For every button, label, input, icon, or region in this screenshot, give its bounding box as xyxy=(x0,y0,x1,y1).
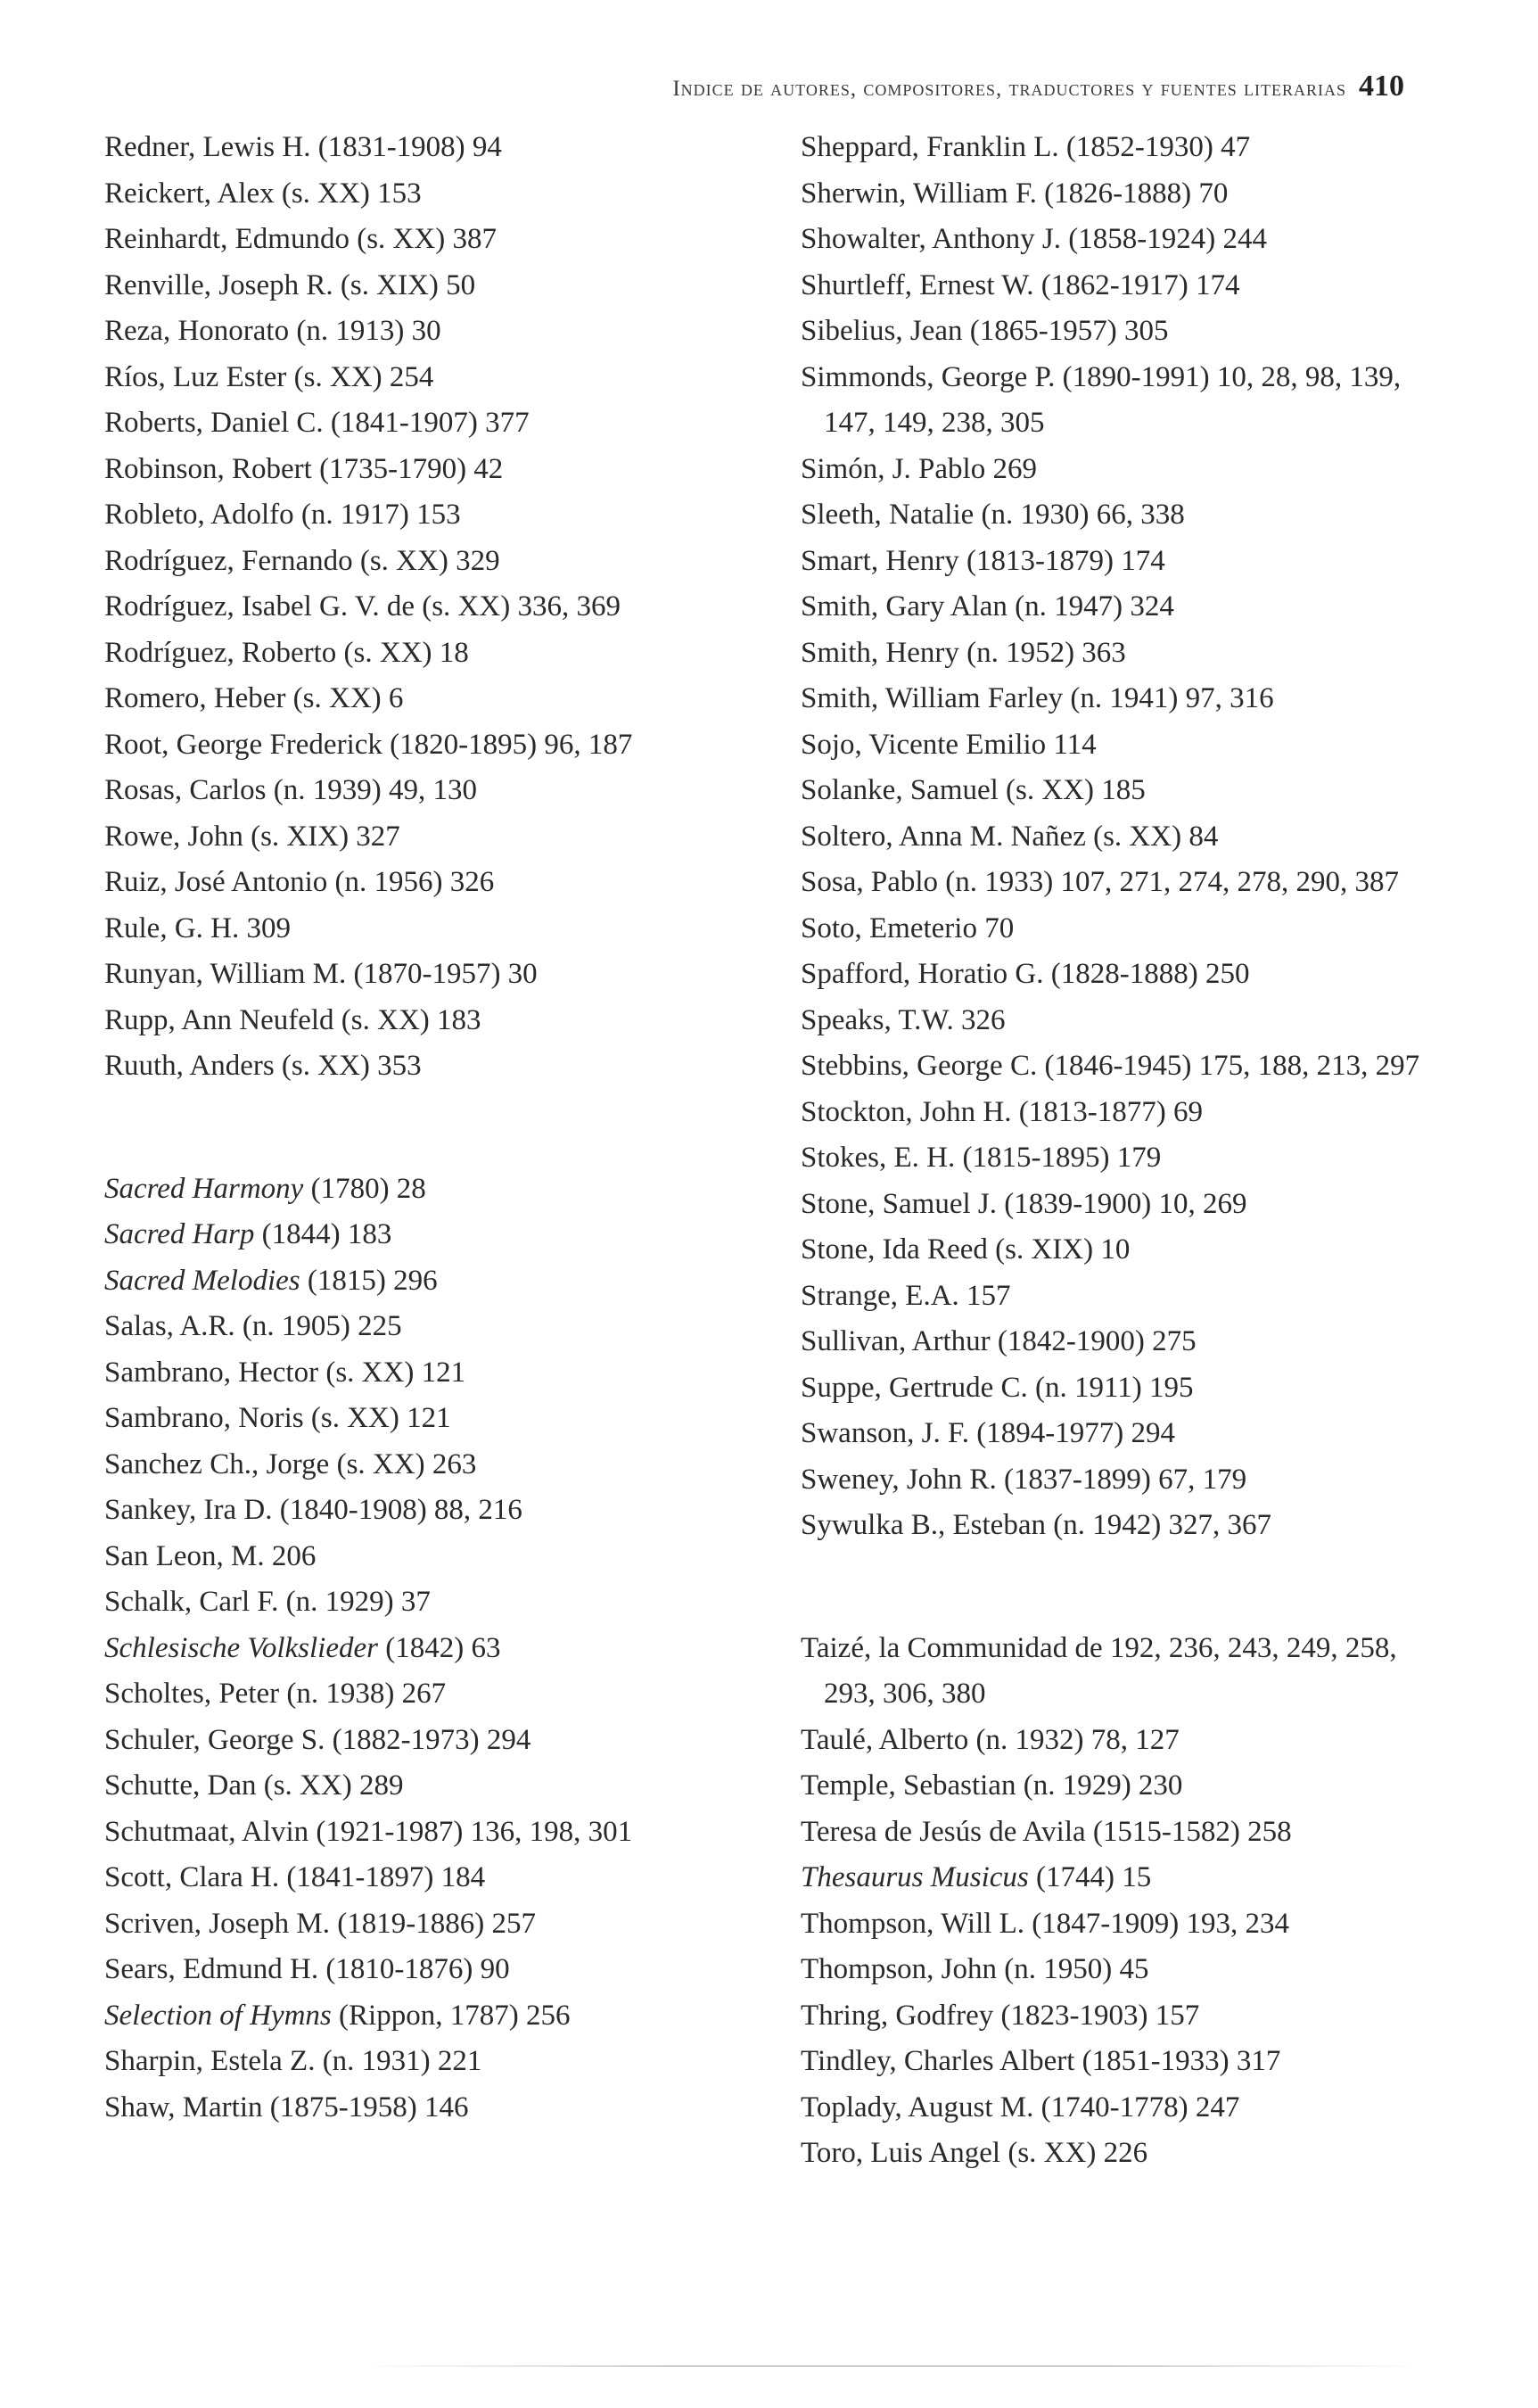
index-entry xyxy=(801,1274,1443,1320)
index-entry xyxy=(104,768,782,814)
index-entry xyxy=(801,998,1443,1044)
index-entry xyxy=(801,1043,1443,1090)
page-number: 410 xyxy=(1359,70,1404,103)
index-entry-text: Showalter, Anthony J. (1858-1924) 244 xyxy=(801,223,1267,255)
index-entry-text: Sambrano, Noris (s. XX) 121 xyxy=(104,1402,451,1434)
index-entry-text: Sleeth, Natalie (n. 1930) 66, 338 xyxy=(801,499,1185,531)
index-entry-text: (Rippon, 1787) 256 xyxy=(331,1999,571,2032)
index-entry-text: Rodríguez, Fernando (s. XX) 329 xyxy=(104,544,500,577)
index-entry xyxy=(104,1993,782,2040)
index-entry-text: Simón, J. Pablo 269 xyxy=(801,452,1037,485)
index-entry-text: Smith, William Farley (n. 1941) 97, 316 xyxy=(801,682,1274,714)
index-entry-text: Toplady, August M. (1740-1778) 247 xyxy=(801,2091,1240,2123)
index-entry-text: Scholtes, Peter (n. 1938) 267 xyxy=(104,1678,447,1710)
index-entry-text: Sambrano, Hector (s. XX) 121 xyxy=(104,1356,466,1389)
index-entry xyxy=(801,906,1443,952)
index-entry-text: Smith, Gary Alan (n. 1947) 324 xyxy=(801,590,1174,623)
index-entry xyxy=(801,2039,1443,2085)
index-entry xyxy=(801,1763,1443,1810)
index-entry-text: Sears, Edmund H. (1810-1876) 90 xyxy=(104,1953,510,1985)
index-entry xyxy=(801,125,1443,171)
index-entry-text: Suppe, Gertrude C. (n. 1911) 195 xyxy=(801,1371,1194,1404)
index-entry xyxy=(801,1993,1443,2040)
index-entry-title: Schlesische Volkslieder xyxy=(104,1631,378,1664)
index-entry xyxy=(801,1855,1443,1901)
index-entry-title: Thesaurus Musicus xyxy=(801,1861,1029,1893)
index-entry-text: Speaks, T.W. 326 xyxy=(801,1003,1006,1036)
index-entry-text: Sosa, Pablo (n. 1933) 107, 271, 274, 278, 290, 387 xyxy=(801,866,1399,898)
index-entry-text: Sywulka B., Esteban (n. 1942) 327, 367 xyxy=(801,1509,1271,1541)
index-entry-text: Redner, Lewis H. (1831-1908) 94 xyxy=(104,131,502,163)
running-head xyxy=(481,70,1404,103)
index-entry-text: Schalk, Carl F. (n. 1929) 37 xyxy=(104,1586,431,1618)
index-entry-text: Sharpin, Estela Z. (n. 1931) 221 xyxy=(104,2045,482,2077)
index-entry-text: Sojo, Vicente Emilio 114 xyxy=(801,728,1097,761)
index-entry xyxy=(801,1810,1443,1856)
index-entry-text: Sherwin, William F. (1826-1888) 70 xyxy=(801,177,1229,210)
index-entry xyxy=(104,952,782,998)
index-entry-text: Shaw, Martin (1875-1958) 146 xyxy=(104,2091,469,2123)
index-entry xyxy=(104,1212,782,1258)
index-entry xyxy=(801,2085,1443,2132)
index-entry-text: Reinhardt, Edmundo (s. XX) 387 xyxy=(104,223,497,255)
index-entry xyxy=(104,1258,782,1305)
index-entry xyxy=(801,1947,1443,1993)
index-entry-text: (1842) 63 xyxy=(378,1631,501,1664)
index-entry-text: Schuler, George S. (1882-1973) 294 xyxy=(104,1723,531,1756)
index-entry xyxy=(104,263,782,309)
index-entry xyxy=(801,355,1443,447)
index-entry xyxy=(801,1718,1443,1764)
index-entry xyxy=(104,584,782,631)
index-entry xyxy=(104,217,782,263)
index-column-right xyxy=(801,125,1443,2177)
index-entry-text: Swanson, J. F. (1894-1977) 294 xyxy=(801,1417,1175,1449)
index-entry-text: Reickert, Alex (s. XX) 153 xyxy=(104,177,422,210)
section-gap xyxy=(104,1090,782,1167)
index-entry-text: Rule, G. H. 309 xyxy=(104,911,291,944)
index-entry xyxy=(801,539,1443,585)
index-entry xyxy=(104,906,782,952)
index-entry-text: Taizé, la Communidad de 192, 236, 243, 249, 258, 293, 306, 380 xyxy=(801,1631,1397,1710)
index-entry-text: Ruuth, Anders (s. XX) 353 xyxy=(104,1050,422,1082)
index-entry-text: Tindley, Charles Albert (1851-1933) 317 xyxy=(801,2045,1281,2077)
index-entry xyxy=(801,584,1443,631)
index-entry-text: Stockton, John H. (1813-1877) 69 xyxy=(801,1095,1203,1128)
index-entry-title: Selection of Hymns xyxy=(104,1999,332,2032)
footer-rule xyxy=(357,2365,1427,2367)
index-entry-text: Stone, Ida Reed (s. XIX) 10 xyxy=(801,1233,1131,1266)
index-entry-text: (1744) 15 xyxy=(1028,1861,1152,1893)
index-entry-text: Sheppard, Franklin L. (1852-1930) 47 xyxy=(801,131,1251,163)
index-entry xyxy=(801,263,1443,309)
index-entry-text: Soltero, Anna M. Nañez (s. XX) 84 xyxy=(801,820,1219,853)
index-entry xyxy=(104,722,782,769)
index-entry xyxy=(104,355,782,401)
index-entry xyxy=(801,2131,1443,2177)
index-entry xyxy=(801,171,1443,218)
index-entry xyxy=(801,1457,1443,1504)
index-entry-text: Thompson, Will L. (1847-1909) 193, 234 xyxy=(801,1907,1290,1940)
index-entry xyxy=(801,722,1443,769)
index-entry-text: Stokes, E. H. (1815-1895) 179 xyxy=(801,1142,1162,1174)
index-entry xyxy=(801,447,1443,493)
index-entry xyxy=(801,631,1443,677)
index-entry-text: Rupp, Ann Neufeld (s. XX) 183 xyxy=(104,1003,481,1036)
index-entry-text: Reza, Honorato (n. 1913) 30 xyxy=(104,315,441,347)
index-entry-text: Root, George Frederick (1820-1895) 96, 187 xyxy=(104,728,633,761)
index-entry-text: Rowe, John (s. XIX) 327 xyxy=(104,820,400,853)
index-entry xyxy=(104,1947,782,1993)
index-entry xyxy=(104,447,782,493)
index-entry xyxy=(801,1503,1443,1549)
index-entry xyxy=(104,1167,782,1213)
index-entry xyxy=(104,309,782,355)
index-entry-text: Stebbins, George C. (1846-1945) 175, 188, 213, 297 xyxy=(801,1050,1420,1082)
index-entry xyxy=(801,309,1443,355)
index-entry-text: Ruiz, José Antonio (n. 1956) 326 xyxy=(104,866,495,898)
index-entry xyxy=(104,1626,782,1672)
index-entry-text: Stone, Samuel J. (1839-1900) 10, 269 xyxy=(801,1187,1247,1220)
index-entry xyxy=(801,952,1443,998)
index-entry xyxy=(104,1043,782,1090)
index-entry-title: Sacred Melodies xyxy=(104,1264,300,1297)
index-entry-text: Schutte, Dan (s. XX) 289 xyxy=(104,1769,404,1802)
index-entry xyxy=(104,1718,782,1764)
index-entry xyxy=(801,1227,1443,1274)
index-entry xyxy=(104,400,782,447)
index-entry-text: Sullivan, Arthur (1842-1900) 275 xyxy=(801,1325,1197,1357)
index-entry-text: Sibelius, Jean (1865-1957) 305 xyxy=(801,315,1169,347)
section-gap xyxy=(801,1549,1443,1626)
index-entry xyxy=(104,1855,782,1901)
index-entry xyxy=(801,768,1443,814)
index-entry-text: (1780) 28 xyxy=(303,1172,426,1205)
index-entry-text: Robleto, Adolfo (n. 1917) 153 xyxy=(104,499,461,531)
index-entry xyxy=(104,860,782,906)
index-entry xyxy=(104,171,782,218)
index-entry xyxy=(104,2039,782,2085)
index-entry-text: Runyan, William M. (1870-1957) 30 xyxy=(104,958,538,990)
index-entry-text: Spafford, Horatio G. (1828-1888) 250 xyxy=(801,958,1250,990)
index-entry xyxy=(801,217,1443,263)
index-entry xyxy=(801,492,1443,539)
index-entry-text: Teresa de Jesús de Avila (1515-1582) 258 xyxy=(801,1815,1292,1848)
index-entry-text: Smith, Henry (n. 1952) 363 xyxy=(801,636,1126,669)
index-entry xyxy=(104,1810,782,1856)
index-entry xyxy=(104,1579,782,1626)
index-entry-text: Scriven, Joseph M. (1819-1886) 257 xyxy=(104,1907,536,1940)
index-entry xyxy=(104,1671,782,1718)
index-entry xyxy=(104,1488,782,1534)
index-entry xyxy=(104,1304,782,1350)
index-entry-text: Thring, Godfrey (1823-1903) 157 xyxy=(801,1999,1200,2032)
index-entry-text: Rodríguez, Isabel G. V. de (s. XX) 336, 369 xyxy=(104,590,621,623)
index-entry xyxy=(104,539,782,585)
index-entry-text: Toro, Luis Angel (s. XX) 226 xyxy=(801,2137,1148,2169)
index-entry-text: Roberts, Daniel C. (1841-1907) 377 xyxy=(104,407,530,439)
index-entry-text: Salas, A.R. (n. 1905) 225 xyxy=(104,1310,402,1342)
index-entry xyxy=(104,631,782,677)
index-entry-text: Rodríguez, Roberto (s. XX) 18 xyxy=(104,636,469,669)
index-column-left xyxy=(104,125,782,2131)
index-entry-text: (1844) 183 xyxy=(254,1218,392,1250)
index-entry xyxy=(104,125,782,171)
index-entry xyxy=(104,1534,782,1580)
index-entry xyxy=(104,814,782,861)
index-entry xyxy=(104,998,782,1044)
index-entry-title: Sacred Harmony xyxy=(104,1172,304,1205)
index-entry xyxy=(104,492,782,539)
index-entry xyxy=(801,1135,1443,1182)
index-entry-text: Solanke, Samuel (s. XX) 185 xyxy=(801,774,1146,806)
index-entry-text: Temple, Sebastian (n. 1929) 230 xyxy=(801,1769,1183,1802)
index-entry xyxy=(104,2085,782,2132)
index-entry xyxy=(801,1411,1443,1457)
index-entry-text: Simmonds, George P. (1890-1991) 10, 28, 98, 139, 147, 149, 238, 305 xyxy=(801,360,1402,439)
index-entry-title: Sacred Harp xyxy=(104,1218,255,1250)
index-entry xyxy=(801,1365,1443,1412)
index-entry-text: Sankey, Ira D. (1840-1908) 88, 216 xyxy=(104,1494,522,1526)
running-head-title: Indice de autores, compositores, traductores y fuentes literarias xyxy=(672,77,1346,101)
index-entry xyxy=(801,1319,1443,1365)
index-entry xyxy=(801,1626,1443,1718)
index-entry-text: San Leon, M. 206 xyxy=(104,1539,317,1572)
index-entry-text: Schutmaat, Alvin (1921-1987) 136, 198, 301 xyxy=(104,1815,633,1848)
index-entry xyxy=(801,676,1443,722)
index-entry-text: Sweney, John R. (1837-1899) 67, 179 xyxy=(801,1463,1247,1496)
index-entry-text: Shurtleff, Ernest W. (1862-1917) 174 xyxy=(801,268,1240,301)
index-entry-text: Thompson, John (n. 1950) 45 xyxy=(801,1953,1149,1985)
index-entry xyxy=(104,1442,782,1489)
index-entry-text: Ríos, Luz Ester (s. XX) 254 xyxy=(104,360,434,393)
index-entry-text: Rosas, Carlos (n. 1939) 49, 130 xyxy=(104,774,477,806)
index-entry xyxy=(104,1763,782,1810)
index-entry xyxy=(104,1350,782,1397)
index-entry-text: Romero, Heber (s. XX) 6 xyxy=(104,682,404,714)
index-entry xyxy=(104,676,782,722)
index-entry xyxy=(104,1901,782,1948)
index-entry-text: Strange, E.A. 157 xyxy=(801,1279,1011,1312)
index-entry xyxy=(801,814,1443,861)
index-entry-text: Smart, Henry (1813-1879) 174 xyxy=(801,544,1165,577)
index-entry-text: Taulé, Alberto (n. 1932) 78, 127 xyxy=(801,1723,1180,1756)
index-entry-text: Sanchez Ch., Jorge (s. XX) 263 xyxy=(104,1447,477,1480)
index-entry xyxy=(104,1396,782,1442)
index-entry-text: Renville, Joseph R. (s. XIX) 50 xyxy=(104,268,476,301)
index-entry-text: Soto, Emeterio 70 xyxy=(801,911,1015,944)
index-entry-text: Robinson, Robert (1735-1790) 42 xyxy=(104,452,504,485)
index-entry-text: (1815) 296 xyxy=(300,1264,438,1297)
index-entry xyxy=(801,1090,1443,1136)
index-entry xyxy=(801,1901,1443,1948)
index-entry-text: Scott, Clara H. (1841-1897) 184 xyxy=(104,1861,486,1893)
index-entry xyxy=(801,1182,1443,1228)
index-entry xyxy=(801,860,1443,906)
